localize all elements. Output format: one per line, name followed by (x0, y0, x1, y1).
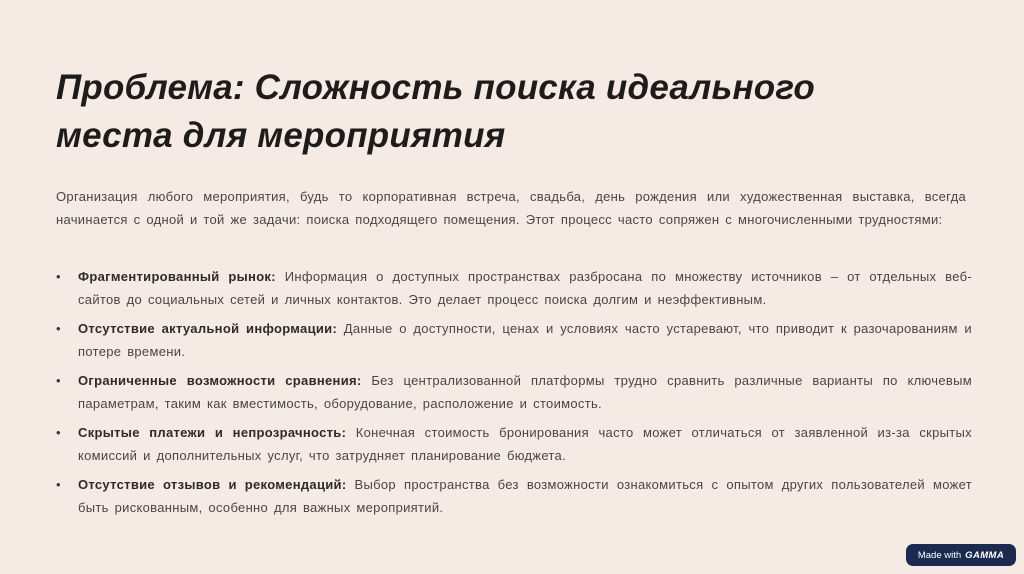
problem-term: Скрытые платежи и непрозрачность: (78, 425, 347, 440)
bullet-icon: • (56, 321, 61, 336)
problem-description: Конечная стоимость бронирования часто может отличаться от заявленной из-за скрытых комиссий и дополнительных услуг, что затрудняет планирование бюджета. (78, 425, 972, 463)
problem-list (56, 265, 972, 525)
problem-term: Отсутствие актуальной информации: (78, 321, 338, 336)
slide-title-line-2: места для мероприятия (56, 116, 506, 155)
slide-title (56, 64, 936, 160)
problem-term: Отсутствие отзывов и рекомендаций: (78, 477, 347, 492)
bullet-icon: • (56, 425, 61, 440)
problem-description: Выбор пространства без возможности ознакомиться с опытом других пользователей может быть рискованным, особенно для важных мероприятий. (78, 477, 972, 515)
problem-item-outdated-info (56, 317, 972, 363)
bullet-icon: • (56, 477, 61, 492)
problem-term: Фрагментированный рынок: (78, 269, 276, 284)
slide-title-line-1: Проблема: Сложность поиска идеального (56, 68, 815, 107)
gamma-logo: GAMMA (965, 549, 1005, 561)
bullet-icon: • (56, 269, 61, 284)
bullet-icon: • (56, 373, 61, 388)
problem-item-no-reviews (56, 473, 972, 519)
problem-item-limited-comparison (56, 369, 972, 415)
problem-description: Без централизованной платформы трудно сравнить различные варианты по ключевым параметрам, таким как вместимость, оборудование, расположение и стоимость. (78, 373, 972, 411)
badge-prefix: Made with (917, 549, 962, 561)
problem-item-fragmented-market (56, 265, 972, 311)
made-with-gamma-badge[interactable] (906, 544, 1016, 566)
problem-description: Информация о доступных пространствах разбросана по множеству источников – от отдельных веб-сайтов до социальных сетей и личных контактов. Это делает процесс поиска долгим и неэффективным. (78, 269, 972, 307)
intro-paragraph: Организация любого мероприятия, будь то корпоративная встреча, свадьба, день рождения или художественная выставка, всегда начинается с одной и той же задачи: поиска подходящего помещения. Этот процесс часто сопряжен с многочисленными трудностями: (56, 189, 966, 227)
problem-term: Ограниченные возможности сравнения: (78, 373, 362, 388)
problem-description: Данные о доступности, ценах и условиях часто устаревают, что приводит к разочарованиям и потере времени. (78, 321, 972, 359)
problem-item-hidden-fees (56, 421, 972, 467)
